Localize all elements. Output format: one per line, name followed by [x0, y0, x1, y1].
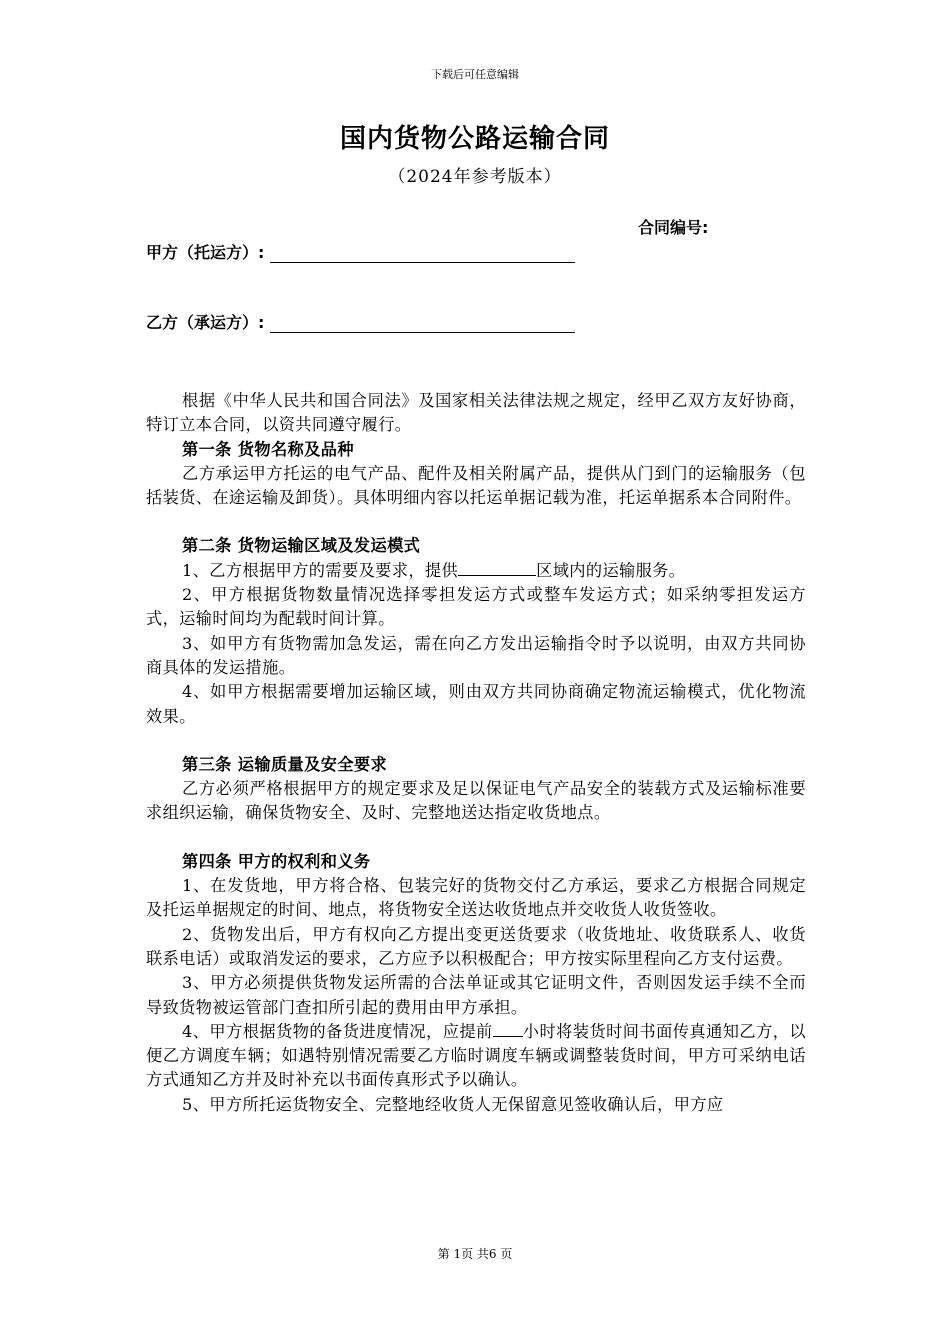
document-title: 国内货物公路运输合同 [339, 124, 610, 154]
article-4-title: 第四条 甲方的权利和义务 [182, 851, 371, 871]
party-b-row [146, 310, 575, 333]
page-footer: 第 1页 共6 页 [437, 1247, 513, 1261]
party-a-blank-line [270, 244, 575, 263]
document-subtitle: （2024年参考版本） [388, 167, 562, 187]
article-2-title: 第二条 货物运输区域及发运模式 [182, 536, 421, 556]
article-3-title: 第三条 运输质量及安全要求 [182, 754, 388, 774]
article-2-item-2: 2、甲方根据货物数量情况选择零担发运方式或整车发运方式；如采纳零担发运方式，运输时间均为配载时间计算。 [146, 585, 806, 629]
intro-paragraph: 根据《中华人民共和国合同法》及国家相关法律法规之规定，经甲乙双方友好协商，特订立本合同，以资共同遵守履行。 [146, 391, 806, 435]
article-4-item-4-end: 小时将装货时间书面传真通知乙方，以便乙方调度车辆；如遇特别情况需要乙方临时调度车辆或调整装货时间，甲方可采纳电话方式通知乙方并及时补充以书面传真形式予以确认。 [146, 1021, 806, 1090]
article-4-item-2: 2、货物发出后，甲方有权向乙方提出变更送货要求（收货地址、收货联系人、收货联系电话）或取消发运的要求，乙方应予以积极配合；甲方按实际里程向乙方支付运费。 [146, 924, 806, 968]
party-b-blank-line [270, 314, 575, 333]
contract-number-label: 合同编号: [638, 218, 709, 237]
party-b-label: 乙方（承运方）: [146, 313, 265, 332]
article-3-paragraph: 乙方必须严格根据甲方的规定要求及足以保证电气产品安全的装载方式及运输标准要求组织运输，确保货物安全、及时、完整地送达指定收货地点。 [146, 779, 806, 823]
article-2-item-4: 4、如甲方根据需要增加运输区域，则由双方共同协商确定物流运输模式，优化物流效果。 [146, 682, 806, 726]
hours-blank-line [493, 1020, 523, 1037]
article-4-item-5: 5、甲方所托运货物安全、完整地经收货人无保留意见签收确认后，甲方应 [182, 1094, 724, 1114]
page-header: 下载后可任意编辑 [431, 68, 519, 81]
article-2-item-1-start: 1、乙方根据甲方的需要及要求，提供 [182, 560, 459, 580]
contract-body [146, 389, 806, 1117]
article-4-item-4-start: 4、甲方根据货物的备货进度情况，应提前 [182, 1021, 493, 1041]
article-2-item-1 [146, 559, 806, 583]
party-a-label: 甲方（托运方）: [146, 243, 265, 262]
article-4-item-1: 1、在发货地，甲方将合格、包装完好的货物交付乙方承运，要求乙方根据合同规定及托运单据规定的时间、地点，将货物安全送达收货地点并交收货人收货签收。 [146, 876, 806, 920]
article-1-title: 第一条 货物名称及品种 [182, 439, 354, 459]
article-2-item-1-end: 区域内的运输服务。 [536, 560, 686, 580]
region-blank-line [458, 559, 536, 576]
article-4-item-3: 3、甲方必须提供货物发运所需的合法单证或其它证明文件，否则因发运手续不全而导致货物被运管部门查扣所引起的费用由甲方承担。 [146, 973, 806, 1017]
article-2-item-3: 3、如甲方有货物需加急发运，需在向乙方发出运输指令时予以说明，由双方共同协商具体的发运措施。 [146, 633, 806, 677]
article-4-item-4 [146, 1020, 806, 1093]
party-a-row [146, 240, 575, 263]
article-1-paragraph: 乙方承运甲方托运的电气产品、配件及相关附属产品，提供从门到门的运输服务（包括装货、在途运输及卸货）。具体明细内容以托运单据记载为准，托运单据系本合同附件。 [146, 463, 806, 508]
